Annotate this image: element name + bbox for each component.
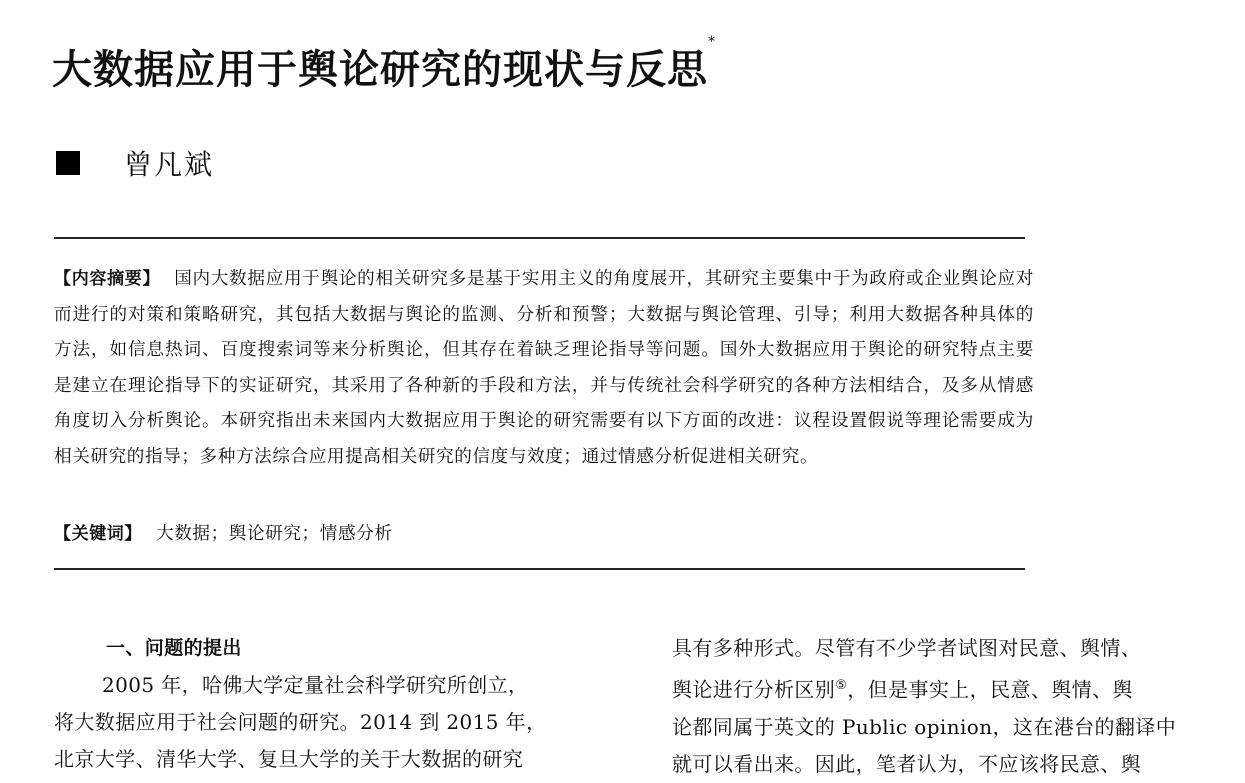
body-line: 2005 年，哈佛大学定量社会科学研究所创立， [102, 673, 529, 697]
body-line: 将大数据应用于社会问题的研究。2014 到 2015 年， [54, 710, 547, 734]
keywords [54, 519, 1034, 545]
paper-title [52, 34, 716, 95]
footnote-mark: ⑤ [835, 678, 848, 693]
body-column-right [672, 630, 1242, 783]
title-footnote-mark: * [708, 34, 716, 50]
body-line [672, 667, 1242, 709]
keywords-text: 大数据；舆论研究；情感分析 [156, 524, 393, 544]
title-text: 大数据应用于舆论研究的现状与反思 [52, 47, 708, 93]
body-line: 具有多种形式。尽管有不少学者试图对民意、舆情、 [672, 636, 1142, 660]
abstract-text: 国内大数据应用于舆论的相关研究多是基于实用主义的角度展开，其研究主要集中于为政府或企业舆论应对而进行的对策和策略研究，其包括大数据与舆论的监测、分析和预警；大数据与舆论管理、引导；利用大数据各种具体的方法，如信息热词、百度搜索词等来分析舆论，但其存在着缺乏理论指导等问题。国外大数据应用于舆论的研究特点主要是建立在理论指导下的实证研究，其采用了各种新的手段和方法，并与传统社会科学研究的各种方法相结合，及多从情感角度切入分析舆论。本研究指出未来国内大数据应用于舆论的研究需要有以下方面的改进：议程设置假说等理论需要成为相关研究的指导；多种方法综合应用提高相关研究的信度与效度；通过情感分析促进相关研究。 [54, 269, 1034, 467]
body-column-left [54, 630, 626, 778]
keywords-label: 【关键词】 [54, 524, 142, 544]
abstract-top-rule [54, 237, 1025, 239]
body-line: 论都同属于英文的 Public opinion，这在港台的翻译中 [672, 714, 1177, 739]
section-heading: 一、问题的提出 [106, 637, 242, 659]
author-name: 曾凡斌 [124, 148, 215, 181]
body-line: 就可以看出来。因此，笔者认为，不应该将民意、舆 [672, 751, 1142, 776]
body-line-part: ，但是事实上，民意、舆情、舆 [847, 677, 1133, 702]
body-line-part: 舆论进行分析区别 [672, 677, 836, 702]
body-line: 北京大学、清华大学、复旦大学的关于大数据的研究 [54, 747, 524, 771]
abstract-label: 【内容摘要】 [54, 269, 161, 289]
author-bullet [56, 151, 80, 175]
abstract-bottom-rule [54, 568, 1025, 570]
abstract [54, 262, 1034, 475]
